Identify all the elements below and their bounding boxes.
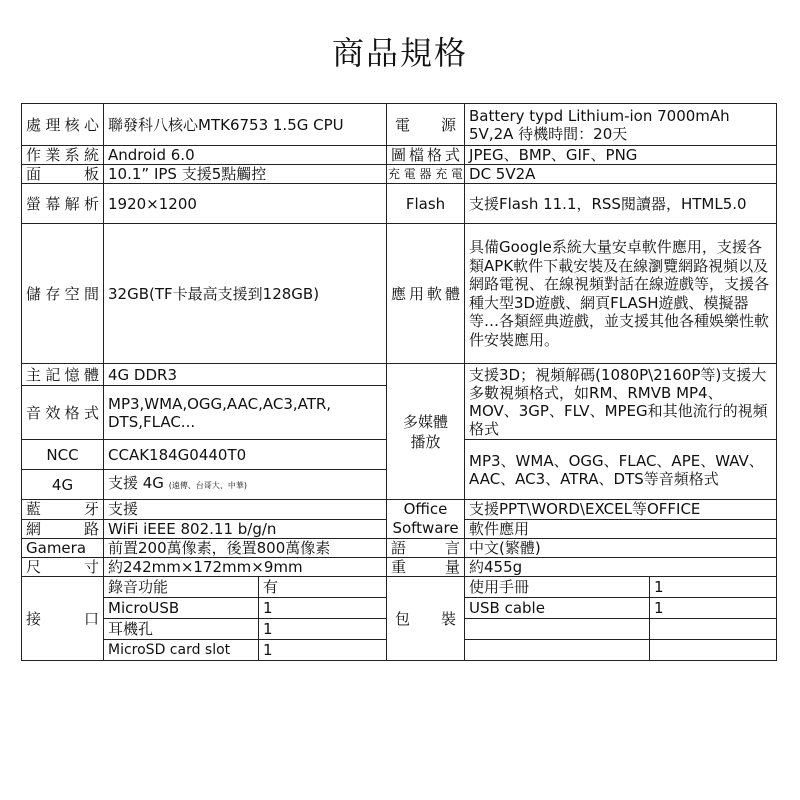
cpu-label: 處理核心: [22, 104, 104, 146]
row-panel: [22, 165, 777, 184]
apps-label: 應用軟體: [387, 224, 465, 364]
g4-value: [104, 470, 387, 500]
row-camera: [22, 539, 777, 558]
language-label: 語 言: [387, 539, 465, 558]
power-label: 電 源: [387, 104, 465, 146]
g4-value-note: (遠傳、台哥大、中華): [168, 481, 247, 490]
port-name: 錄音功能: [104, 577, 259, 598]
network-value: WiFi iEEE 802.11 b/g/n: [104, 519, 387, 539]
office-value-line2: 軟件應用: [465, 519, 777, 539]
port-name: MicroSD card slot: [104, 640, 259, 661]
row-cpu: [22, 104, 777, 146]
package-value: [650, 640, 777, 661]
spec-table: [21, 103, 777, 661]
package-name: USB cable: [465, 598, 650, 619]
package-name: [465, 619, 650, 640]
row-os: [22, 146, 777, 165]
port-value: 1: [259, 640, 387, 661]
port-value: 1: [259, 619, 387, 640]
audio-format-label: 音效格式: [22, 386, 104, 440]
multimedia-audio-value: MP3、WMA、OGG、FLAC、APE、WAV、AAC、AC3、ATRA、DTS等音頻格式: [465, 440, 777, 500]
audio-format-value: MP3,WMA,OGG,AAC,AC3,ATR, DTS,FLAC...: [104, 386, 387, 440]
multimedia-label: 多媒體播放: [387, 364, 465, 500]
row-ports-1: [22, 577, 777, 598]
office-label: Office Software: [387, 500, 465, 539]
apps-value: 具備Google系統大量安卓軟件應用，支援各類APK軟件下載安裝及在線瀏覽網路視頻以及網路電視、在線視頻對話在線遊戲等，支援各種大型3D遊戲、網頁FLASH遊戲、模擬器等…各類經典遊戲，並支援其他各種娛樂性軟件安裝應用。: [465, 224, 777, 364]
ncc-value: CCAK184G0440T0: [104, 440, 387, 470]
network-label: 網 路: [22, 519, 104, 539]
port-value: 有: [259, 577, 387, 598]
port-name: MicroUSB: [104, 598, 259, 619]
package-value: 1: [650, 577, 777, 598]
package-value: [650, 619, 777, 640]
row-memory: [22, 364, 777, 386]
os-value: Android 6.0: [104, 146, 387, 165]
resolution-label: 螢幕解析: [22, 184, 104, 224]
office-value-line1: 支援PPT\WORD\EXCEL等OFFICE: [465, 500, 777, 520]
package-value: 1: [650, 598, 777, 619]
multimedia-video-value: 支援3D；視頻解碼(1080P\2160P等)支援大多數視頻格式，如RM、RMVB MP4、MOV、3GP、FLV、MPEG和其他流行的視頻格式: [465, 364, 777, 440]
cpu-value: 聯發科八核心MTK6753 1.5G CPU: [104, 104, 387, 146]
g4-label: 4G: [22, 470, 104, 500]
storage-value: 32GB(TF卡最高支援到128GB): [104, 224, 387, 364]
image-format-value: JPEG、BMP、GIF、PNG: [465, 146, 777, 165]
flash-value: 支援Flash 11.1，RSS閱讀器，HTML5.0: [465, 184, 777, 224]
memory-value: 4G DDR3: [104, 364, 387, 386]
bluetooth-value: 支援: [104, 500, 387, 520]
memory-label: 主記憶體: [22, 364, 104, 386]
charger-value: DC 5V2A: [465, 165, 777, 184]
flash-label: Flash: [387, 184, 465, 224]
camera-value: 前置200萬像素，後置800萬像素: [104, 539, 387, 558]
package-name: 使用手冊: [465, 577, 650, 598]
package-name: [465, 640, 650, 661]
weight-label: 重 量: [387, 558, 465, 577]
language-value: 中文(繁體): [465, 539, 777, 558]
os-label: 作業系統: [22, 146, 104, 165]
panel-label: 面 板: [22, 165, 104, 184]
g4-value-main: 支援 4G: [108, 474, 164, 492]
bluetooth-label: 藍 牙: [22, 500, 104, 520]
row-size: [22, 558, 777, 577]
package-label: 包 裝: [387, 577, 465, 661]
row-bluetooth: [22, 500, 777, 520]
row-resolution: [22, 184, 777, 224]
charger-label: 充電器充電: [387, 165, 465, 184]
size-label: 尺 寸: [22, 558, 104, 577]
camera-label: Gamera: [22, 539, 104, 558]
page-title: 商品規格: [331, 34, 468, 72]
row-storage: [22, 224, 777, 364]
power-value: Battery typd Lithium-ion 7000mAh 5V,2A 待機時間：20天: [465, 104, 777, 146]
resolution-value: 1920×1200: [104, 184, 387, 224]
size-value: 約242mm×172mm×9mm: [104, 558, 387, 577]
port-name: 耳機孔: [104, 619, 259, 640]
ncc-label: NCC: [22, 440, 104, 470]
storage-label: 儲存空間: [22, 224, 104, 364]
image-format-label: 圖檔格式: [387, 146, 465, 165]
weight-value: 約455g: [465, 558, 777, 577]
ports-label: 接 口: [22, 577, 104, 661]
panel-value: 10.1” IPS 支援5點觸控: [104, 165, 387, 184]
port-value: 1: [259, 598, 387, 619]
